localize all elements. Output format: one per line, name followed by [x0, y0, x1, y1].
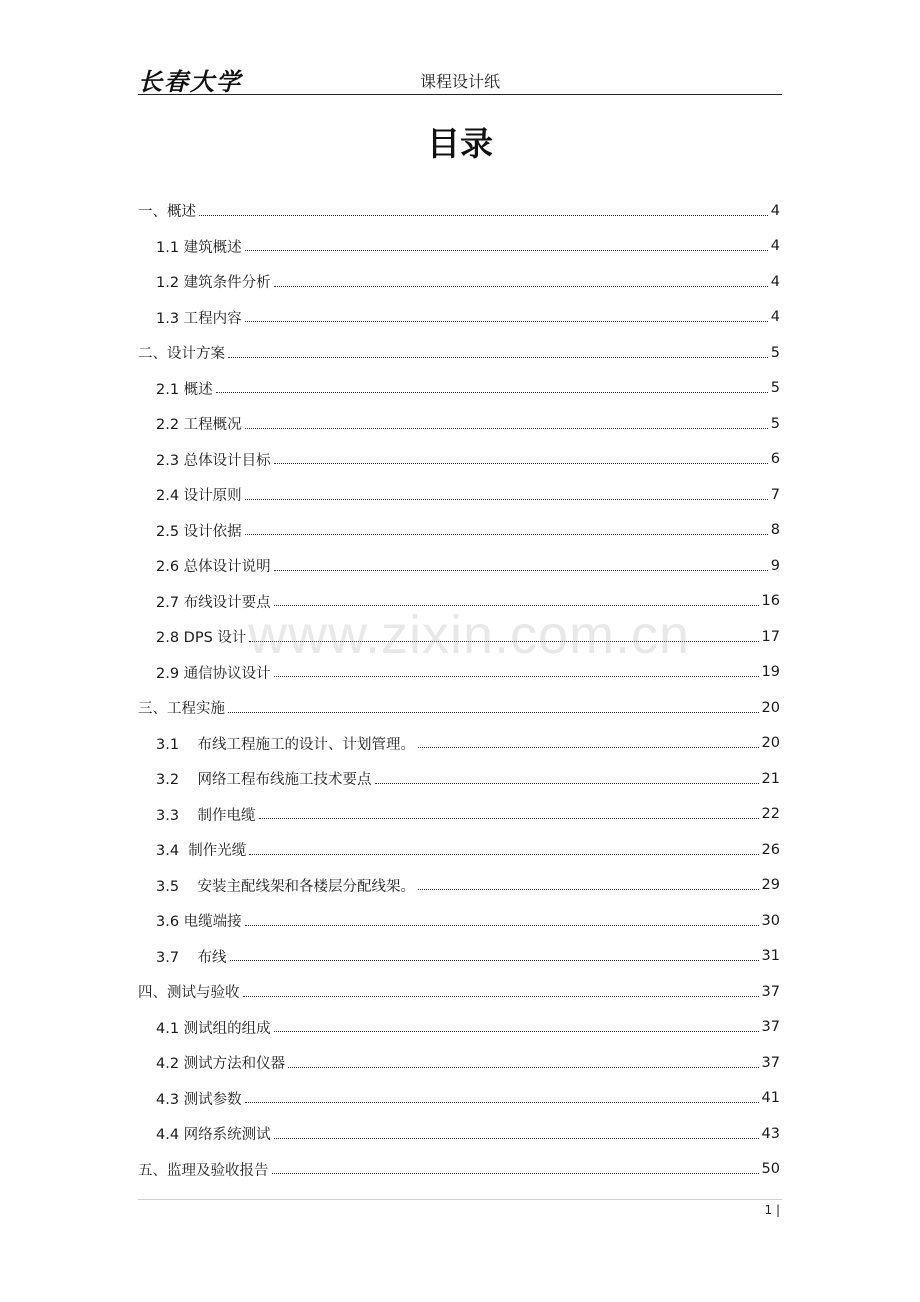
- table-of-contents: [138, 193, 780, 1187]
- toc-dot-leader: [272, 1172, 759, 1174]
- toc-entry[interactable]: [138, 974, 780, 1010]
- toc-entry-page: 5: [770, 380, 780, 397]
- toc-dot-leader: [228, 711, 759, 713]
- toc-dot-leader: [199, 214, 768, 216]
- toc-dot-leader: [274, 604, 759, 606]
- toc-entry-page: 5: [770, 415, 780, 432]
- toc-dot-leader: [216, 391, 768, 393]
- toc-entry-page: 4: [770, 273, 780, 290]
- toc-entry[interactable]: [138, 1081, 780, 1117]
- toc-entry[interactable]: [138, 442, 780, 478]
- toc-dot-leader: [249, 640, 758, 642]
- toc-entry-text: 2.4 设计原则: [156, 488, 242, 505]
- toc-entry[interactable]: [138, 903, 780, 939]
- toc-entry[interactable]: [138, 513, 780, 549]
- toc-entry-text: 3.7 布线: [156, 949, 227, 966]
- toc-entry[interactable]: [138, 832, 780, 868]
- toc-entry-text: 二、设计方案: [138, 346, 225, 363]
- toc-entry[interactable]: [138, 335, 780, 371]
- toc-entry-text: 四、测试与验收: [138, 985, 240, 1002]
- toc-entry[interactable]: [138, 584, 780, 620]
- toc-entry-text: 一、概述: [138, 204, 196, 221]
- toc-entry[interactable]: [138, 406, 780, 442]
- toc-entry[interactable]: [138, 797, 780, 833]
- toc-dot-leader: [274, 285, 768, 287]
- toc-title: 目录: [427, 124, 493, 163]
- toc-entry-text: 4.4 网络系统测试: [156, 1127, 271, 1144]
- toc-entry-text: 五、监理及验收报告: [138, 1162, 269, 1179]
- toc-dot-leader: [259, 817, 759, 819]
- university-logo-text: 长春大学: [138, 67, 242, 96]
- toc-entry-page: 30: [761, 912, 780, 929]
- toc-dot-leader: [245, 533, 768, 535]
- toc-entry-text: 1.2 建筑条件分析: [156, 275, 271, 292]
- toc-entry-page: 29: [761, 877, 780, 894]
- toc-entry-text: 2.7 布线设计要点: [156, 594, 271, 611]
- toc-entry-text: 2.5 设计依据: [156, 523, 242, 540]
- toc-entry-text: 3.1 布线工程施工的设计、计划管理。: [156, 736, 415, 753]
- toc-entry[interactable]: [138, 371, 780, 407]
- toc-dot-leader: [249, 853, 758, 855]
- toc-entry[interactable]: [138, 1116, 780, 1152]
- toc-dot-leader: [288, 1066, 758, 1068]
- toc-dot-leader: [245, 320, 768, 322]
- toc-entry-text: 三、工程实施: [138, 701, 225, 718]
- header-title: 课程设计纸: [420, 72, 501, 91]
- toc-entry[interactable]: [138, 690, 780, 726]
- toc-entry-page: 43: [761, 1125, 780, 1142]
- toc-entry-text: 3.2 网络工程布线施工技术要点: [156, 772, 372, 789]
- toc-entry[interactable]: [138, 939, 780, 975]
- toc-entry-page: 19: [761, 664, 780, 681]
- toc-entry-text: 2.9 通信协议设计: [156, 665, 271, 682]
- toc-entry-text: 4.2 测试方法和仪器: [156, 1056, 286, 1073]
- toc-dot-leader: [228, 356, 768, 358]
- toc-entry[interactable]: [138, 868, 780, 904]
- toc-entry-page: 6: [770, 451, 780, 468]
- toc-dot-leader: [274, 462, 768, 464]
- toc-entry-text: 2.6 总体设计说明: [156, 559, 271, 576]
- toc-entry[interactable]: [138, 726, 780, 762]
- toc-entry[interactable]: [138, 1152, 780, 1188]
- toc-dot-leader: [274, 1137, 759, 1139]
- toc-entry-text: 2.3 总体设计目标: [156, 452, 271, 469]
- toc-entry-text: 1.3 工程内容: [156, 310, 242, 327]
- toc-entry-page: 31: [761, 948, 780, 965]
- toc-dot-leader: [274, 675, 759, 677]
- toc-dot-leader: [245, 427, 768, 429]
- toc-dot-leader: [274, 569, 768, 571]
- toc-entry-page: 20: [761, 699, 780, 716]
- toc-dot-leader: [274, 1030, 759, 1032]
- toc-entry[interactable]: [138, 193, 780, 229]
- page-number: 1 |: [764, 1203, 780, 1217]
- toc-entry-page: 37: [761, 1054, 780, 1071]
- toc-entry-page: 17: [761, 628, 780, 645]
- toc-dot-leader: [245, 1101, 759, 1103]
- toc-entry-text: 2.2 工程概况: [156, 417, 242, 434]
- toc-entry[interactable]: [138, 264, 780, 300]
- footer-divider: [138, 1199, 782, 1200]
- toc-entry-page: 21: [761, 770, 780, 787]
- toc-entry-text: 3.6 电缆端接: [156, 914, 242, 931]
- toc-entry-page: 8: [770, 522, 780, 539]
- toc-entry-page: 20: [761, 735, 780, 752]
- toc-dot-leader: [418, 746, 759, 748]
- toc-entry-page: 37: [761, 1019, 780, 1036]
- page-header: [138, 60, 782, 95]
- toc-entry[interactable]: [138, 229, 780, 265]
- toc-dot-leader: [245, 498, 768, 500]
- toc-entry-page: 16: [761, 593, 780, 610]
- toc-entry[interactable]: [138, 1045, 780, 1081]
- toc-entry-text: 2.1 概述: [156, 381, 213, 398]
- toc-entry-page: 50: [761, 1161, 780, 1178]
- toc-entry[interactable]: [138, 548, 780, 584]
- toc-dot-leader: [245, 249, 768, 251]
- toc-entry-text: 2.8 DPS 设计: [156, 630, 247, 647]
- toc-entry-page: 5: [770, 344, 780, 361]
- toc-dot-leader: [243, 995, 759, 997]
- toc-entry-page: 22: [761, 806, 780, 823]
- toc-entry-page: 9: [770, 557, 780, 574]
- toc-dot-leader: [245, 924, 759, 926]
- toc-entry-text: 1.1 建筑概述: [156, 239, 242, 256]
- toc-entry-text: 4.3 测试参数: [156, 1091, 242, 1108]
- toc-dot-leader: [418, 888, 759, 890]
- toc-dot-leader: [230, 959, 759, 961]
- toc-entry[interactable]: [138, 477, 780, 513]
- toc-entry[interactable]: [138, 300, 780, 336]
- toc-dot-leader: [375, 782, 759, 784]
- toc-entry-text: 3.5 安装主配线架和各楼层分配线架。: [156, 878, 415, 895]
- toc-entry-page: 4: [770, 309, 780, 326]
- toc-entry-page: 41: [761, 1090, 780, 1107]
- toc-entry[interactable]: [138, 761, 780, 797]
- toc-entry-page: 7: [770, 486, 780, 503]
- toc-entry-text: 3.3 制作电缆: [156, 807, 256, 824]
- toc-entry[interactable]: [138, 1010, 780, 1046]
- toc-entry-page: 26: [761, 841, 780, 858]
- watermark: www.zixin.com.cn: [248, 605, 691, 665]
- toc-entry-page: 4: [770, 238, 780, 255]
- toc-entry[interactable]: [138, 619, 780, 655]
- toc-entry-page: 4: [770, 202, 780, 219]
- toc-entry-text: 4.1 测试组的组成: [156, 1020, 271, 1037]
- toc-entry-text: 3.4 制作光缆: [156, 843, 247, 860]
- toc-entry-page: 37: [761, 983, 780, 1000]
- toc-entry[interactable]: [138, 655, 780, 691]
